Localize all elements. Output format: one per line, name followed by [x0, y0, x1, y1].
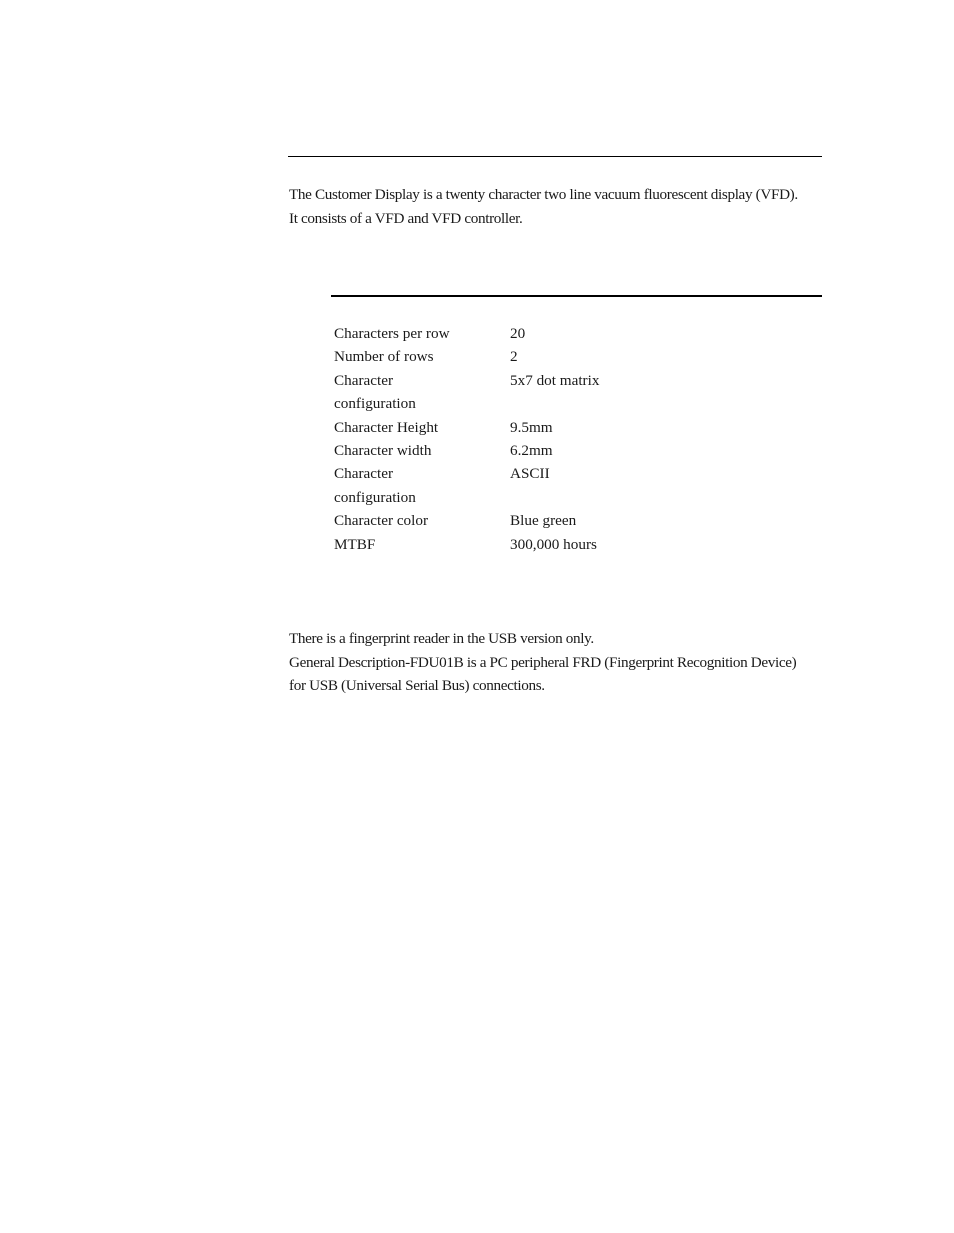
spec-label: MTBF	[334, 535, 376, 553]
spec-label: Character width	[334, 442, 432, 460]
intro-line: The Customer Display is a twenty character two line vacuum fluorescent display (VFD).	[289, 186, 798, 203]
fingerprint-line: There is a fingerprint reader in the USB version only.	[289, 630, 594, 647]
spec-value: 2	[510, 348, 518, 366]
spec-label: Character configuration	[334, 371, 416, 413]
table-row	[334, 369, 599, 416]
spec-value: Blue green	[510, 512, 577, 530]
fingerprint-line: General Description-FDU01B is a PC peripheral FRD (Fingerprint Recognition Device)	[289, 653, 797, 671]
spec-label: Number of rows	[334, 348, 434, 366]
table-row	[334, 322, 599, 345]
spec-value: 9.5mm	[510, 418, 553, 436]
vfd-spec-table	[334, 322, 599, 556]
spec-label: Characters per row	[334, 325, 450, 342]
spec-label: Character configuration	[334, 465, 416, 506]
table-row	[334, 533, 599, 556]
fingerprint-reader-description	[289, 627, 834, 698]
table-row	[334, 509, 599, 532]
table-row	[334, 416, 599, 439]
section-divider	[288, 156, 822, 157]
intro-line: It consists of a VFD and VFD controller.	[289, 209, 523, 227]
spec-label: Character color	[334, 512, 429, 530]
spec-value: 300,000 hours	[510, 535, 597, 553]
spec-value: 6.2mm	[510, 442, 553, 460]
customer-display-intro	[289, 183, 834, 230]
spec-value: 5x7 dot matrix	[510, 371, 600, 389]
table-row	[334, 462, 599, 509]
spec-value: ASCII	[510, 465, 550, 483]
spec-label: Character Height	[334, 418, 439, 436]
table-row	[334, 439, 599, 462]
table-top-rule	[331, 295, 822, 297]
table-row	[334, 345, 599, 368]
spec-value: 20	[510, 325, 526, 342]
fingerprint-line: for USB (Universal Serial Bus) connections.	[289, 677, 545, 694]
